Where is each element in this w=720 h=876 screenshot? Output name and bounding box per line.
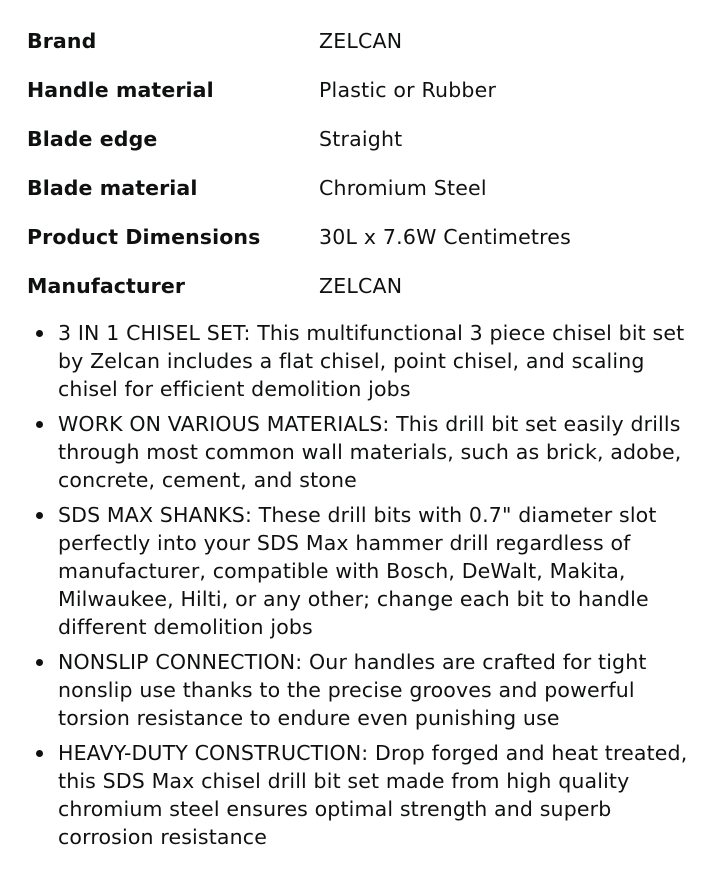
spec-value: ZELCAN xyxy=(319,273,403,298)
spec-value: Plastic or Rubber xyxy=(319,77,497,102)
feature-bullet xyxy=(0,501,720,641)
spec-label: Brand xyxy=(27,28,97,53)
spec-value: ZELCAN xyxy=(319,28,403,53)
spec-row-brand xyxy=(27,16,697,65)
feature-bullet-text: WORK ON VARIOUS MATERIALS: This drill bit set easily drills through most common wall materials, such as brick, adobe, concrete, cement, and stone xyxy=(58,412,682,492)
feature-bullet-text: HEAVY-DUTY CONSTRUCTION: Drop forged and heat treated, this SDS Max chisel drill bit set made from high quality chromium steel ensures optimal strength and superb corrosion resistance xyxy=(58,741,688,849)
feature-bullet xyxy=(0,739,720,851)
spec-label: Product Dimensions xyxy=(27,224,261,249)
spec-row-blade-material xyxy=(27,163,697,212)
feature-bullet-text: 3 IN 1 CHISEL SET: This multifunctional 3 piece chisel bit set by Zelcan includes a flat chisel, point chisel, and scaling chisel for efficient demolition jobs xyxy=(58,321,685,401)
bullet-dot-icon xyxy=(36,512,43,519)
product-specs-table xyxy=(27,16,697,310)
spec-label: Handle material xyxy=(27,77,214,102)
spec-label: Blade material xyxy=(27,175,198,200)
spec-row-handle-material xyxy=(27,65,697,114)
spec-row-product-dimensions xyxy=(27,212,697,261)
bullet-dot-icon xyxy=(36,421,43,428)
feature-bullet-text: NONSLIP CONNECTION: Our handles are crafted for tight nonslip use thanks to the precise grooves and powerful torsion resistance to endure even punishing use xyxy=(58,650,647,730)
feature-bullet xyxy=(0,648,720,732)
bullet-dot-icon xyxy=(36,659,43,666)
bullet-dot-icon xyxy=(36,330,43,337)
spec-row-blade-edge xyxy=(27,114,697,163)
spec-value: Straight xyxy=(319,126,403,151)
spec-value: 30L x 7.6W Centimetres xyxy=(319,224,572,249)
spec-value: Chromium Steel xyxy=(319,175,487,200)
feature-bullet xyxy=(0,410,720,494)
feature-bullet xyxy=(0,319,720,403)
spec-label: Manufacturer xyxy=(27,273,186,298)
feature-bullet-list xyxy=(0,319,720,858)
feature-bullet-text: SDS MAX SHANKS: These drill bits with 0.7" diameter slot perfectly into your SDS Max hammer drill regardless of manufacturer, compatible with Bosch, DeWalt, Makita, Milwaukee, Hilti, or any other; change each bit to handle different demolition jobs xyxy=(58,503,657,639)
bullet-dot-icon xyxy=(36,750,43,757)
spec-row-manufacturer xyxy=(27,261,697,310)
spec-label: Blade edge xyxy=(27,126,158,151)
